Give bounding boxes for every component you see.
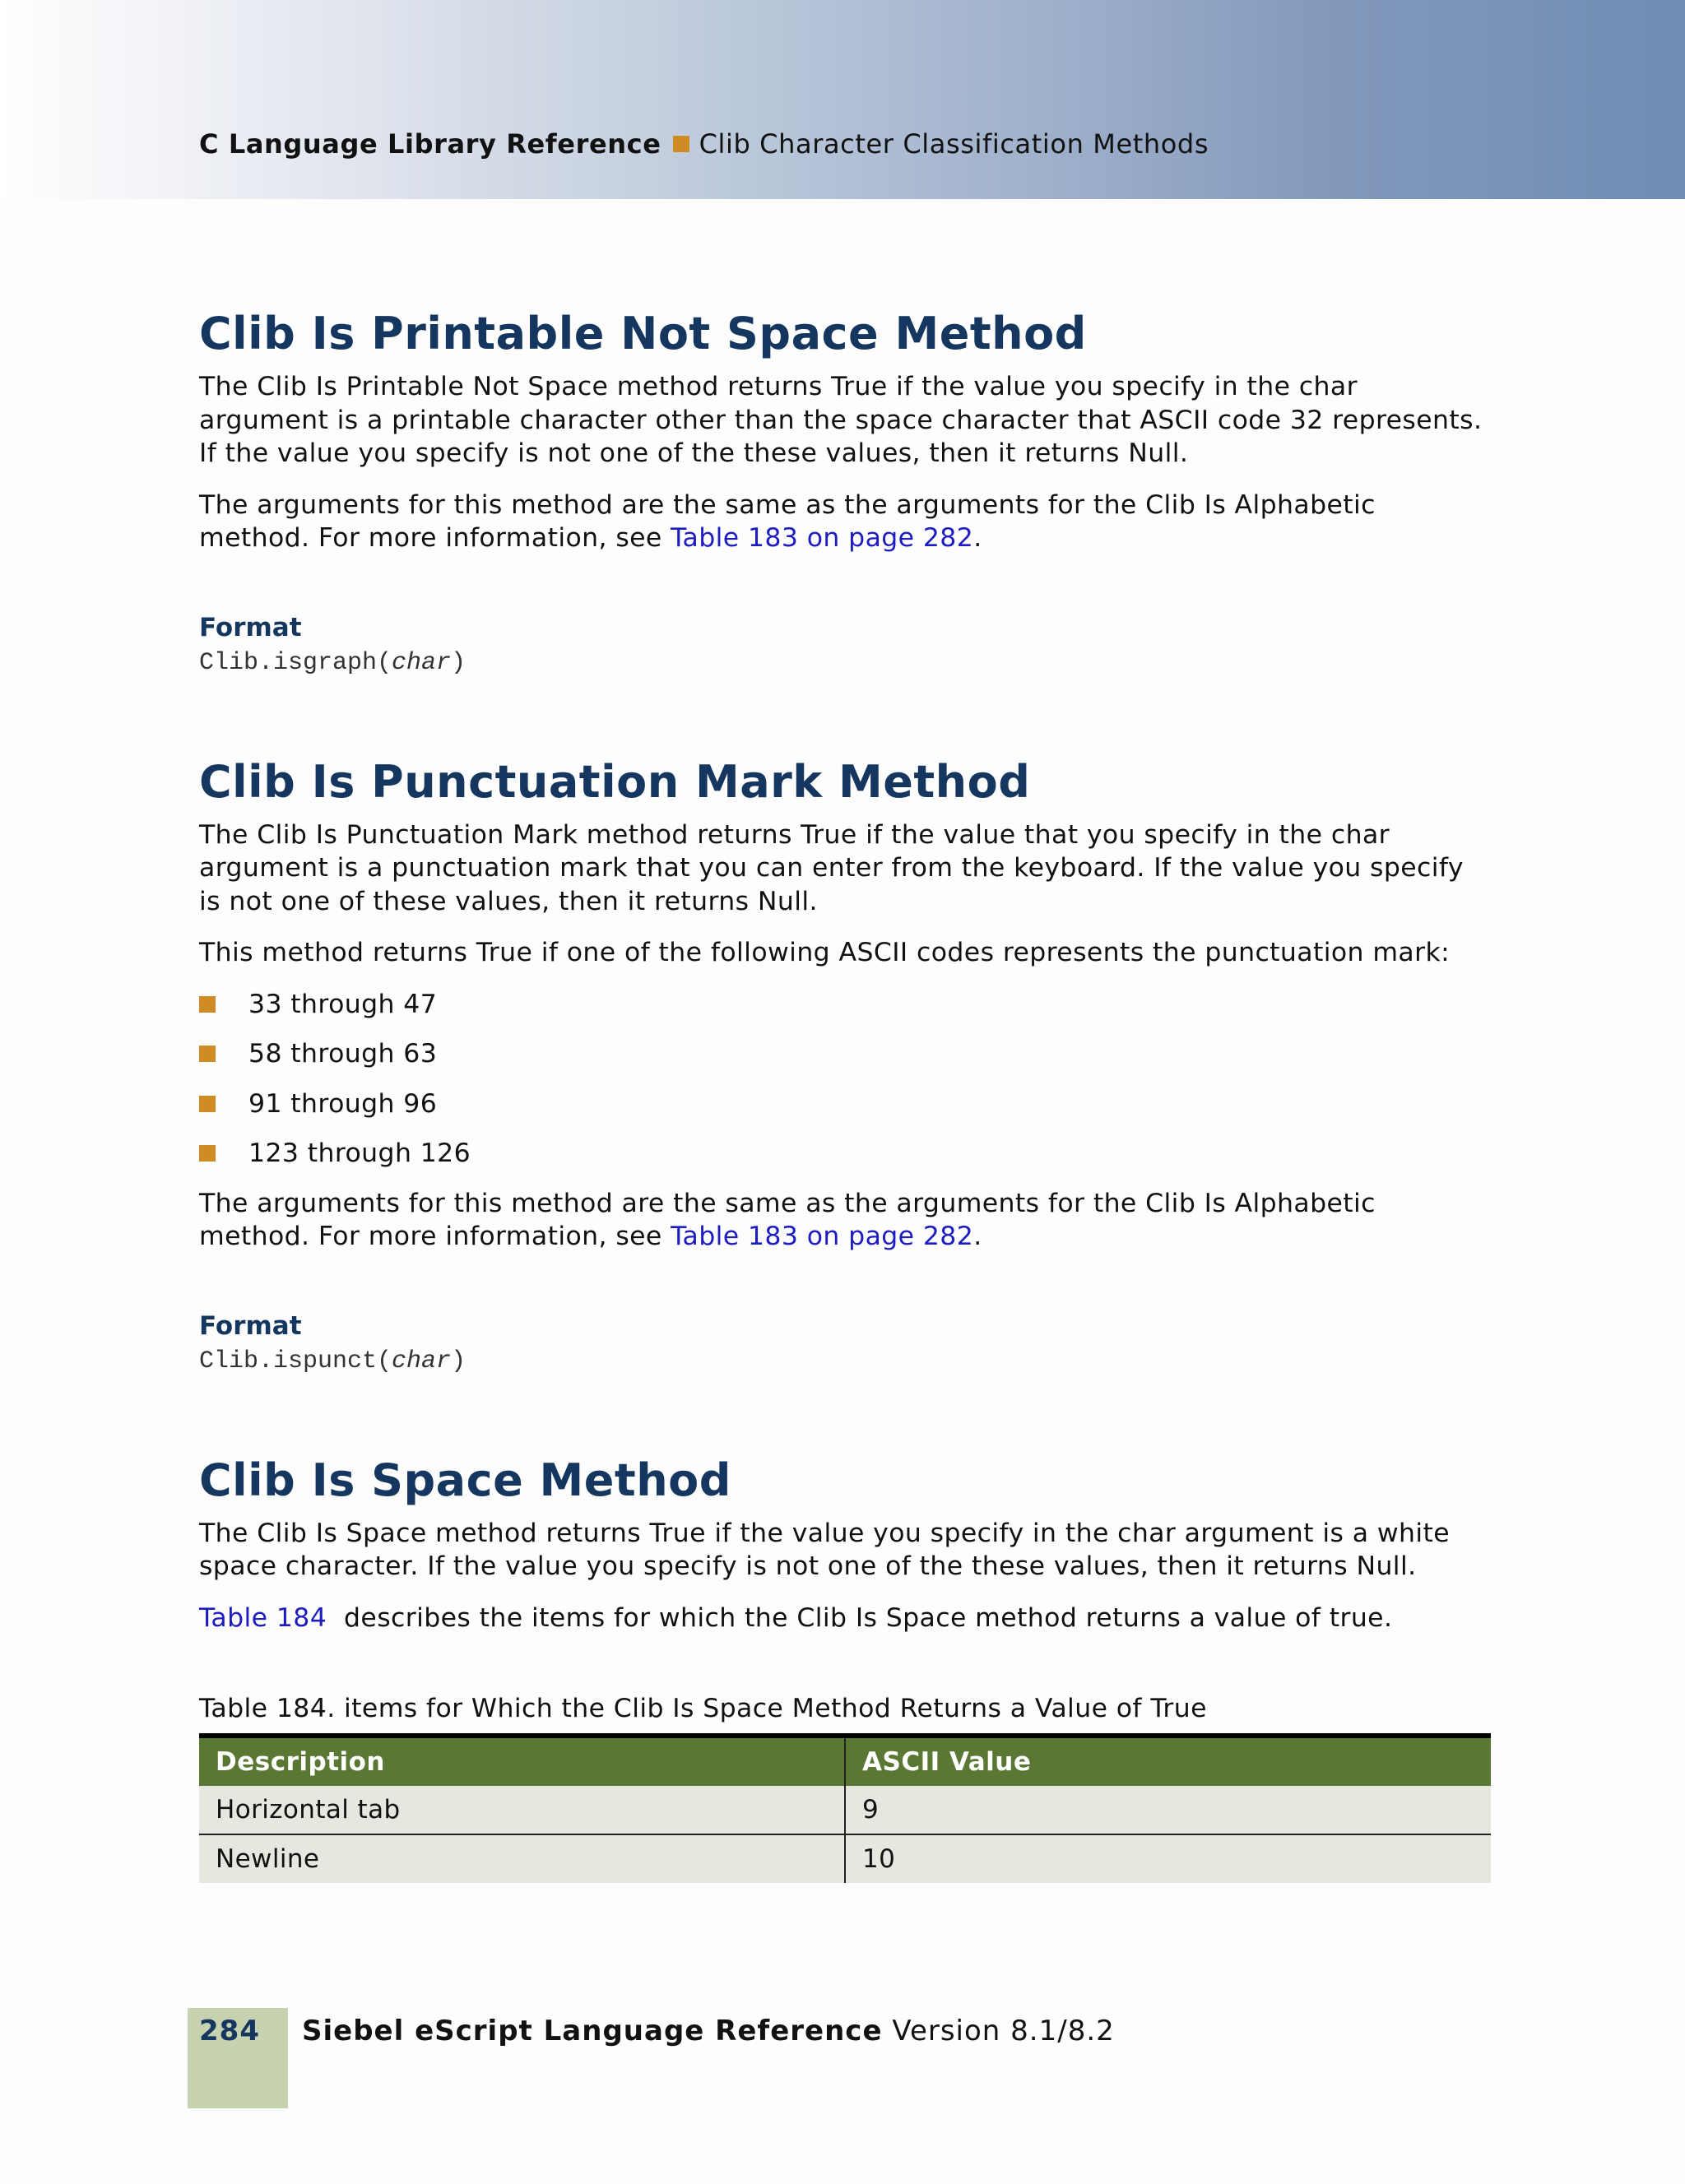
table-row [199, 1834, 1491, 1883]
ascii-range-list [199, 988, 1491, 1171]
list-item-text: 33 through 47 [248, 989, 438, 1019]
square-bullet-icon [199, 1046, 216, 1062]
table-cell: 9 [845, 1786, 1491, 1834]
table-header-row [199, 1736, 1491, 1786]
page-content [199, 303, 1491, 1883]
header-book-title: C Language Library Reference [199, 128, 661, 160]
section-paragraph: The Clib Is Printable Not Space method returns True if the value you specify in the char argument is a printable character other than the space character that ASCII code 32 represents. If the value you specify is not one of the these values, then it returns Null. [199, 372, 1483, 468]
section-paragraph [199, 1187, 1491, 1254]
square-bullet-icon [199, 996, 216, 1013]
square-separator-icon [673, 136, 689, 152]
paragraph-text: The arguments for this method are the same as the arguments for the Clib Is Alphabetic method. For more information, see [199, 1188, 1376, 1251]
footer-title [302, 2015, 1115, 2047]
column-header-ascii-value: ASCII Value [845, 1736, 1491, 1786]
list-item [199, 988, 1491, 1022]
paragraph-text: . [973, 1222, 982, 1251]
table-cell: 10 [845, 1834, 1491, 1883]
section-title-space: Clib Is Space Method [199, 1454, 731, 1506]
footer-book-title: Siebel eScript Language Reference [302, 2015, 883, 2047]
table-caption: Table 184. items for Which the Clib Is Space Method Returns a Value of True [199, 1694, 1207, 1723]
table-row [199, 1786, 1491, 1834]
table-183-link[interactable]: Table 183 on page 282 [671, 523, 974, 553]
paragraph-text: The arguments for this method are the same as the arguments for the Clib Is Alphabetic method. For more information, see [199, 489, 1376, 553]
list-item-text: 123 through 126 [248, 1138, 471, 1168]
code-arg: char [392, 1347, 452, 1375]
section-paragraph [199, 489, 1491, 555]
paragraph-text: . [973, 523, 982, 553]
code-text: Clib.isgraph( [199, 648, 392, 677]
header-band [0, 0, 1685, 199]
code-text: ) [451, 648, 467, 677]
section-paragraph: This method returns True if one of the following ASCII codes represents the punctuation mark: [199, 938, 1451, 967]
table-cell: Horizontal tab [199, 1786, 845, 1834]
section-paragraph [199, 1602, 1491, 1635]
format-label: Format [199, 1310, 302, 1341]
list-item [199, 1137, 1491, 1171]
section-title-punctuation-mark: Clib Is Punctuation Mark Method [199, 755, 1031, 808]
table-183-link[interactable]: Table 183 on page 282 [671, 1222, 974, 1251]
section-title-printable-not-space: Clib Is Printable Not Space Method [199, 308, 1087, 359]
list-item [199, 1087, 1491, 1121]
format-code [199, 647, 1491, 679]
code-arg: char [392, 648, 452, 677]
section-paragraph: The Clib Is Space method returns True if the value you specify in the char argument is a white space character. If the value you specify is not one of the these values, then it returns Null. [199, 1518, 1451, 1581]
paragraph-text: describes the items for which the Clib Is Space method returns a value of true. [344, 1602, 1393, 1633]
table-cell: Newline [199, 1834, 845, 1883]
square-bullet-icon [199, 1096, 216, 1112]
column-header-description: Description [199, 1736, 845, 1786]
page-number: 284 [199, 2015, 260, 2047]
footer-version: Version 8.1/8.2 [892, 2015, 1115, 2047]
whitespace-ascii-table [199, 1733, 1491, 1883]
header-section-title: Clib Character Classification Methods [699, 128, 1209, 160]
code-text: ) [451, 1347, 467, 1375]
running-header [199, 128, 1209, 160]
format-label: Format [199, 612, 302, 642]
list-item-text: 58 through 63 [248, 1039, 438, 1069]
format-code [199, 1346, 1491, 1377]
list-item [199, 1037, 1491, 1071]
list-item-text: 91 through 96 [248, 1088, 438, 1119]
section-paragraph: The Clib Is Punctuation Mark method returns True if the value that you specify in the char argument is a punctuation mark that you can enter from the keyboard. If the value you specify is not one of these values, then it returns Null. [199, 819, 1464, 916]
code-text: Clib.ispunct( [199, 1347, 392, 1375]
square-bullet-icon [199, 1145, 216, 1162]
table-184-link[interactable]: Table 184 [199, 1602, 327, 1633]
